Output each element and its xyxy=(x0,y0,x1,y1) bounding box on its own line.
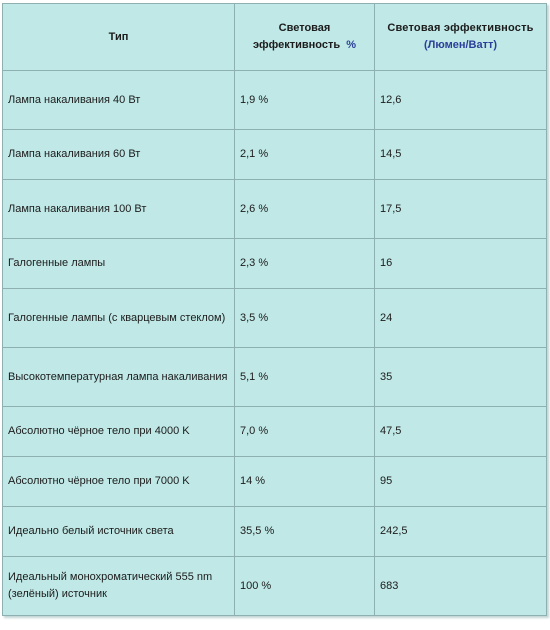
cell-type: Высокотемпературная лампа накаливания xyxy=(3,348,235,407)
cell-type: Лампа накаливания 100 Вт xyxy=(3,180,235,239)
cell-percent: 3,5 % xyxy=(235,289,375,348)
cell-percent: 35,5 % xyxy=(235,507,375,557)
cell-type: Абсолютно чёрное тело при 7000 K xyxy=(3,457,235,507)
header-efficiency-lmw-line1: Световая эффективность xyxy=(387,22,534,34)
header-type-label: Тип xyxy=(108,30,129,43)
table-row xyxy=(3,71,547,130)
table-row xyxy=(3,507,547,557)
cell-lm-per-w: 17,5 xyxy=(375,180,547,239)
cell-lm-per-w: 24 xyxy=(375,289,547,348)
header-efficiency-lmw-unit: (Люмен/Ватт) xyxy=(423,39,498,51)
cell-type: Идеально белый источник света xyxy=(3,507,235,557)
luminous-efficacy-table xyxy=(2,3,547,616)
table-row xyxy=(3,348,547,407)
cell-percent: 100 % xyxy=(235,557,375,616)
cell-lm-per-w: 683 xyxy=(375,557,547,616)
header-efficiency-percent xyxy=(235,4,375,71)
cell-type: Галогенные лампы xyxy=(3,239,235,289)
cell-percent: 5,1 % xyxy=(235,348,375,407)
cell-lm-per-w: 14,5 xyxy=(375,130,547,180)
header-efficiency-lmw xyxy=(375,4,547,71)
cell-type: Лампа накаливания 40 Вт xyxy=(3,71,235,130)
table-row xyxy=(3,407,547,457)
table-row xyxy=(3,180,547,239)
cell-type: Лампа накаливания 60 Вт xyxy=(3,130,235,180)
table-row xyxy=(3,557,547,616)
table-row xyxy=(3,457,547,507)
cell-percent: 2,3 % xyxy=(235,239,375,289)
cell-type: Идеальный монохроматический 555 nm (зелёный) источник xyxy=(3,557,235,616)
cell-lm-per-w: 16 xyxy=(375,239,547,289)
cell-percent: 7,0 % xyxy=(235,407,375,457)
cell-lm-per-w: 12,6 xyxy=(375,71,547,130)
header-type xyxy=(3,4,235,71)
cell-percent: 1,9 % xyxy=(235,71,375,130)
cell-lm-per-w: 47,5 xyxy=(375,407,547,457)
cell-percent: 2,1 % xyxy=(235,130,375,180)
cell-percent: 2,6 % xyxy=(235,180,375,239)
table-row xyxy=(3,289,547,348)
header-percent-unit: % xyxy=(346,39,357,51)
cell-percent: 14 % xyxy=(235,457,375,507)
table-row xyxy=(3,130,547,180)
header-efficiency-percent-line1: Световая xyxy=(278,22,331,34)
cell-type: Абсолютно чёрное тело при 4000 K xyxy=(3,407,235,457)
table-header-row xyxy=(3,4,547,71)
header-efficiency-percent-line2: эффективность xyxy=(252,39,341,51)
table-row xyxy=(3,239,547,289)
cell-lm-per-w: 35 xyxy=(375,348,547,407)
cell-lm-per-w: 95 xyxy=(375,457,547,507)
cell-lm-per-w: 242,5 xyxy=(375,507,547,557)
cell-type: Галогенные лампы (с кварцевым стеклом) xyxy=(3,289,235,348)
